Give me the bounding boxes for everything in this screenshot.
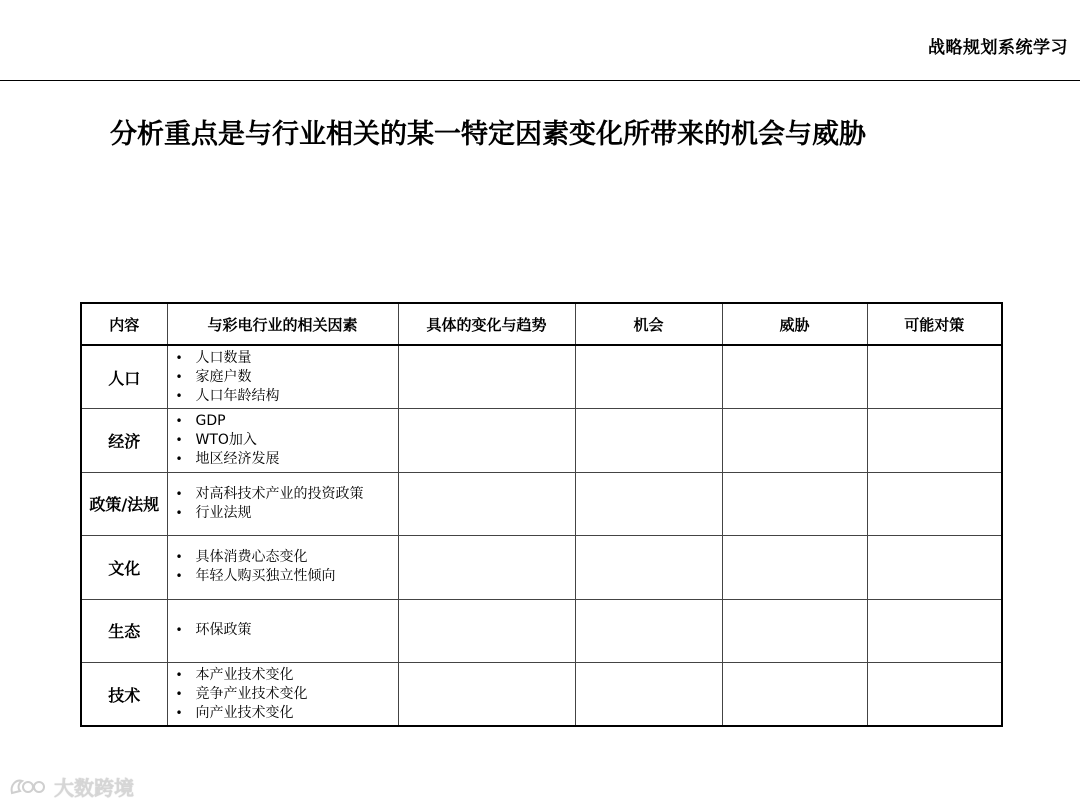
column-header: 内容: [81, 303, 167, 345]
factor-item: • 人口年龄结构: [176, 387, 398, 406]
table-row: [81, 663, 1002, 727]
watermark: [8, 772, 134, 801]
watermark-text: 大数跨境: [54, 776, 134, 800]
trend-cell: [398, 663, 575, 727]
factors-cell: [167, 536, 398, 600]
factor-item: • 家庭户数: [176, 368, 398, 387]
factor-item: • 地区经济发展: [176, 450, 398, 469]
table-header-row: [81, 303, 1002, 345]
factor-item: • 人口数量: [176, 349, 398, 368]
factor-item: • 向产业技术变化: [176, 704, 398, 723]
factors-cell: [167, 599, 398, 663]
column-header: 与彩电行业的相关因素: [167, 303, 398, 345]
category-cell: 经济: [81, 409, 167, 473]
threat-cell: [722, 345, 867, 409]
threat-cell: [722, 599, 867, 663]
header-divider: [0, 80, 1080, 81]
table-row: [81, 345, 1002, 409]
factor-item: • GDP: [176, 412, 398, 431]
factors-cell: [167, 663, 398, 727]
trend-cell: [398, 536, 575, 600]
column-header: 可能对策: [867, 303, 1002, 345]
countermeasure-cell: [867, 536, 1002, 600]
threat-cell: [722, 409, 867, 473]
category-cell: 文化: [81, 536, 167, 600]
column-header: 机会: [575, 303, 722, 345]
factor-list: [176, 412, 398, 469]
factor-item: • 竞争产业技术变化: [176, 685, 398, 704]
category-cell: 技术: [81, 663, 167, 727]
opportunity-cell: [575, 663, 722, 727]
countermeasure-cell: [867, 599, 1002, 663]
factor-item: • 环保政策: [176, 621, 398, 640]
column-header: 具体的变化与趋势: [398, 303, 575, 345]
factors-cell: [167, 409, 398, 473]
analysis-table-container: [80, 302, 1001, 727]
table-row: [81, 536, 1002, 600]
threat-cell: [722, 663, 867, 727]
table-row: [81, 472, 1002, 536]
countermeasure-cell: [867, 663, 1002, 727]
category-cell: 生态: [81, 599, 167, 663]
header-label: 战略规划系统学习: [928, 38, 1068, 58]
countermeasure-cell: [867, 472, 1002, 536]
factor-item: • 年轻人购买独立性倾向: [176, 567, 398, 586]
column-header: 威胁: [722, 303, 867, 345]
table-row: [81, 409, 1002, 473]
category-cell: 政策/法规: [81, 472, 167, 536]
threat-cell: [722, 472, 867, 536]
trend-cell: [398, 345, 575, 409]
factor-list: [176, 666, 398, 723]
table-row: [81, 599, 1002, 663]
slide-title: 分析重点是与行业相关的某一特定因素变化所带来的机会与威胁: [110, 119, 866, 150]
opportunity-cell: [575, 599, 722, 663]
factor-list: [176, 349, 398, 406]
brand-logo-icon: [8, 775, 48, 799]
factor-item: • 对高科技术产业的投资政策: [176, 485, 398, 504]
countermeasure-cell: [867, 345, 1002, 409]
factors-cell: [167, 472, 398, 536]
opportunity-cell: [575, 409, 722, 473]
factor-list: [176, 548, 398, 586]
opportunity-cell: [575, 472, 722, 536]
countermeasure-cell: [867, 409, 1002, 473]
opportunity-cell: [575, 536, 722, 600]
trend-cell: [398, 409, 575, 473]
factor-item: • 行业法规: [176, 504, 398, 523]
analysis-table: [80, 302, 1003, 727]
trend-cell: [398, 599, 575, 663]
factor-list: [176, 485, 398, 523]
category-cell: 人口: [81, 345, 167, 409]
opportunity-cell: [575, 345, 722, 409]
factor-item: • 具体消费心态变化: [176, 548, 398, 567]
factor-item: • 本产业技术变化: [176, 666, 398, 685]
factors-cell: [167, 345, 398, 409]
factor-item: • WTO加入: [176, 431, 398, 450]
threat-cell: [722, 536, 867, 600]
factor-list: [176, 621, 398, 640]
trend-cell: [398, 472, 575, 536]
